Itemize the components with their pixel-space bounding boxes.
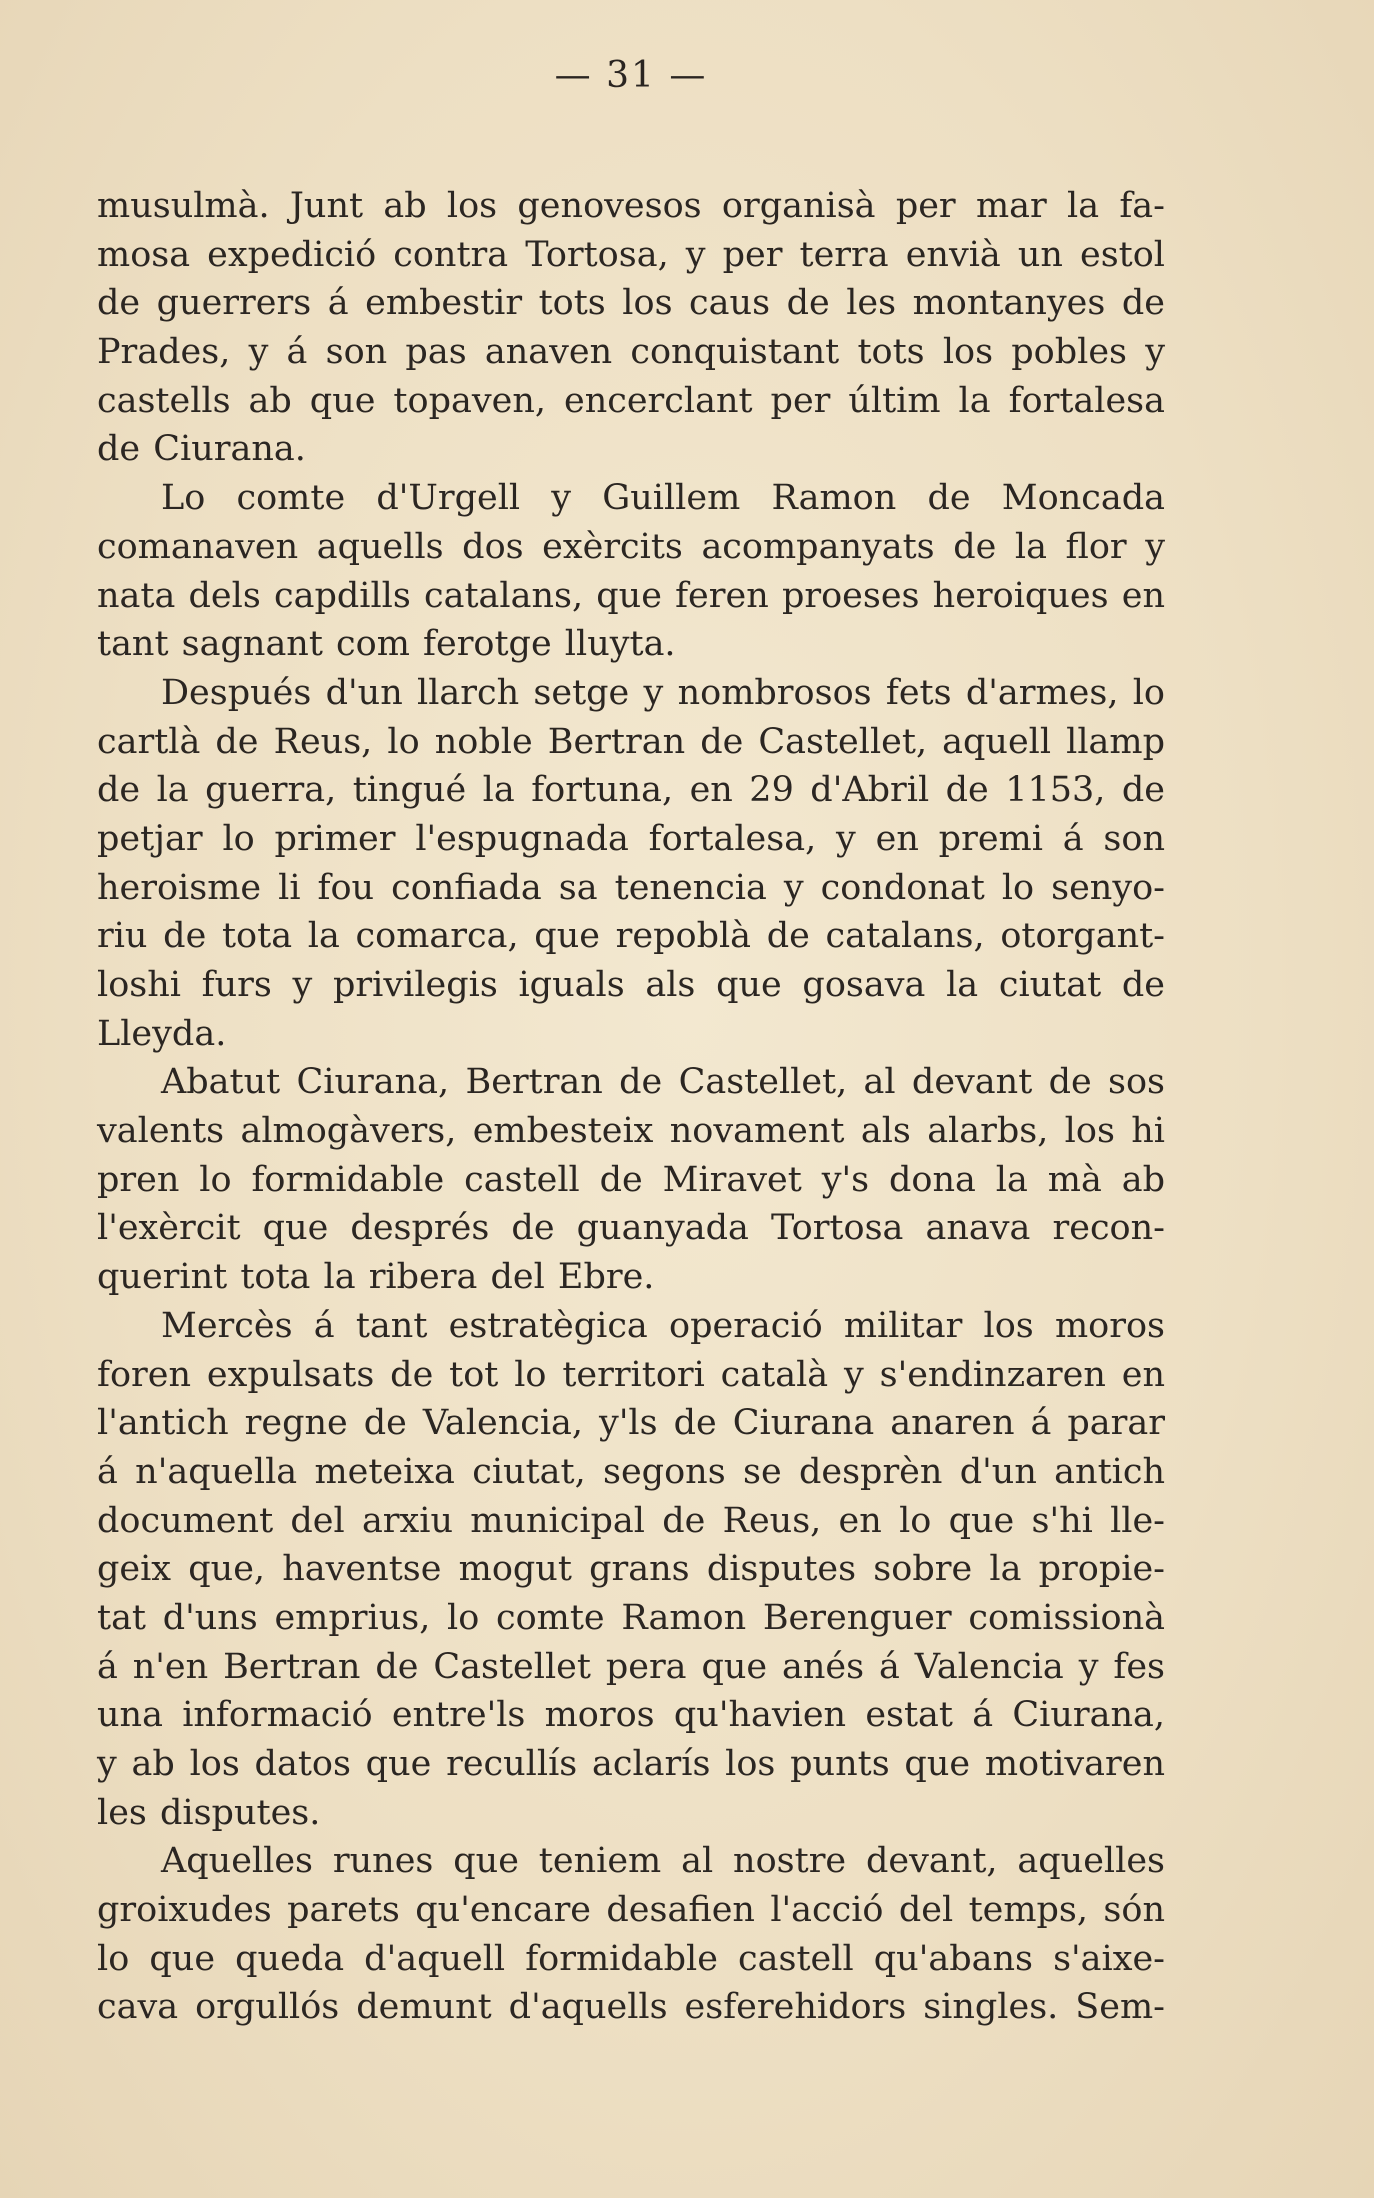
- text-line: Lleyda.: [97, 1013, 227, 1054]
- text-line: Mercès á tant estratègica operació militar los moros: [161, 1305, 1165, 1346]
- text-line: Prades, y á son pas anaven conquistant tots los pobles y: [97, 332, 1165, 373]
- text-line: musulmà. Junt ab los genovesos organisà per mar la fa-: [97, 186, 1165, 226]
- text-line: Lo comte d'Urgell y Guillem Ramon de Moncada: [161, 478, 1165, 519]
- text-line: una informació entre'ls moros qu'havien estat á Ciurana,: [97, 1695, 1165, 1736]
- text-line: document del arxiu municipal de Reus, en lo que s'hi lle-: [97, 1500, 1165, 1541]
- text-line: Abatut Ciurana, Bertran de Castellet, al devant de sos: [161, 1062, 1165, 1103]
- text-line: castells ab que topaven, encerclant per últim la fortalesa: [97, 380, 1165, 421]
- text-line: querint tota la ribera del Ebre.: [97, 1257, 655, 1298]
- text-line: tat d'uns emprius, lo comte Ramon Berenguer comissionà: [97, 1597, 1165, 1638]
- text-line: l'antich regne de Valencia, y'ls de Ciurana anaren á parar: [97, 1403, 1165, 1444]
- text-line: y ab los datos que recullís aclarís los punts que motivaren: [97, 1744, 1165, 1784]
- text-line: heroisme li fou confiada sa tenencia y condonat lo senyo-: [97, 867, 1165, 908]
- text-line: cartlà de Reus, lo noble Bertran de Castellet, aquell llamp: [97, 721, 1165, 762]
- text-line: Aquelles runes que teniem al nostre devant, aquelles: [161, 1841, 1165, 1882]
- text-line: valents almogàvers, embesteix novament als alarbs, los hi: [97, 1111, 1165, 1152]
- text-line: geix que, haventse mogut grans disputes sobre la propie-: [97, 1549, 1165, 1590]
- text-line: riu de tota la comarca, que repoblà de catalans, otorgant-: [97, 916, 1165, 957]
- text-line: petjar lo primer l'espugnada fortalesa, y en premi á son: [97, 818, 1165, 859]
- text-line: á n'aquella meteixa ciutat, segons se desprèn d'un antich: [97, 1451, 1165, 1492]
- text-line: groixudes parets qu'encare desafien l'acció del temps, són: [97, 1890, 1165, 1931]
- text-line: á n'en Bertran de Castellet pera que anés á Valencia y fes: [97, 1646, 1165, 1687]
- text-line: de la guerra, tingué la fortuna, en 29 d'Abril de 1153, de: [97, 770, 1165, 811]
- text-line: loshi furs y privilegis iguals als que gosava la ciutat de: [97, 965, 1165, 1005]
- text-line: de guerrers á embestir tots los caus de les montanyes de: [97, 283, 1165, 324]
- text-line: nata dels capdills catalans, que feren proeses heroiques en: [97, 575, 1165, 616]
- text-line: Después d'un llarch setge y nombrosos fets d'armes, lo: [161, 672, 1165, 713]
- text-line: tant sagnant com ferotge lluyta.: [97, 624, 676, 665]
- book-page: [97, 48, 1165, 2032]
- page-number: — 31 —: [554, 55, 708, 96]
- text-line: cava orgullós demunt d'aquells esferehidors singles. Sem-: [97, 1987, 1165, 2028]
- body-text: [97, 182, 1165, 2032]
- text-line: mosa expedició contra Tortosa, y per terra envià un estol: [97, 234, 1165, 275]
- text-line: foren expulsats de tot lo territori català y s'endinzaren en: [97, 1354, 1165, 1395]
- text-line: pren lo formidable castell de Miravet y's dona la mà ab: [97, 1159, 1165, 1200]
- text-line: lo que queda d'aquell formidable castell qu'abans s'aixe-: [97, 1938, 1165, 1979]
- text-line: comanaven aquells dos exèrcits acompanyats de la flor y: [97, 526, 1165, 567]
- text-line: les disputes.: [97, 1792, 321, 1833]
- text-line: de Ciurana.: [97, 429, 306, 470]
- text-line: l'exèrcit que després de guanyada Tortosa anava recon-: [97, 1208, 1165, 1249]
